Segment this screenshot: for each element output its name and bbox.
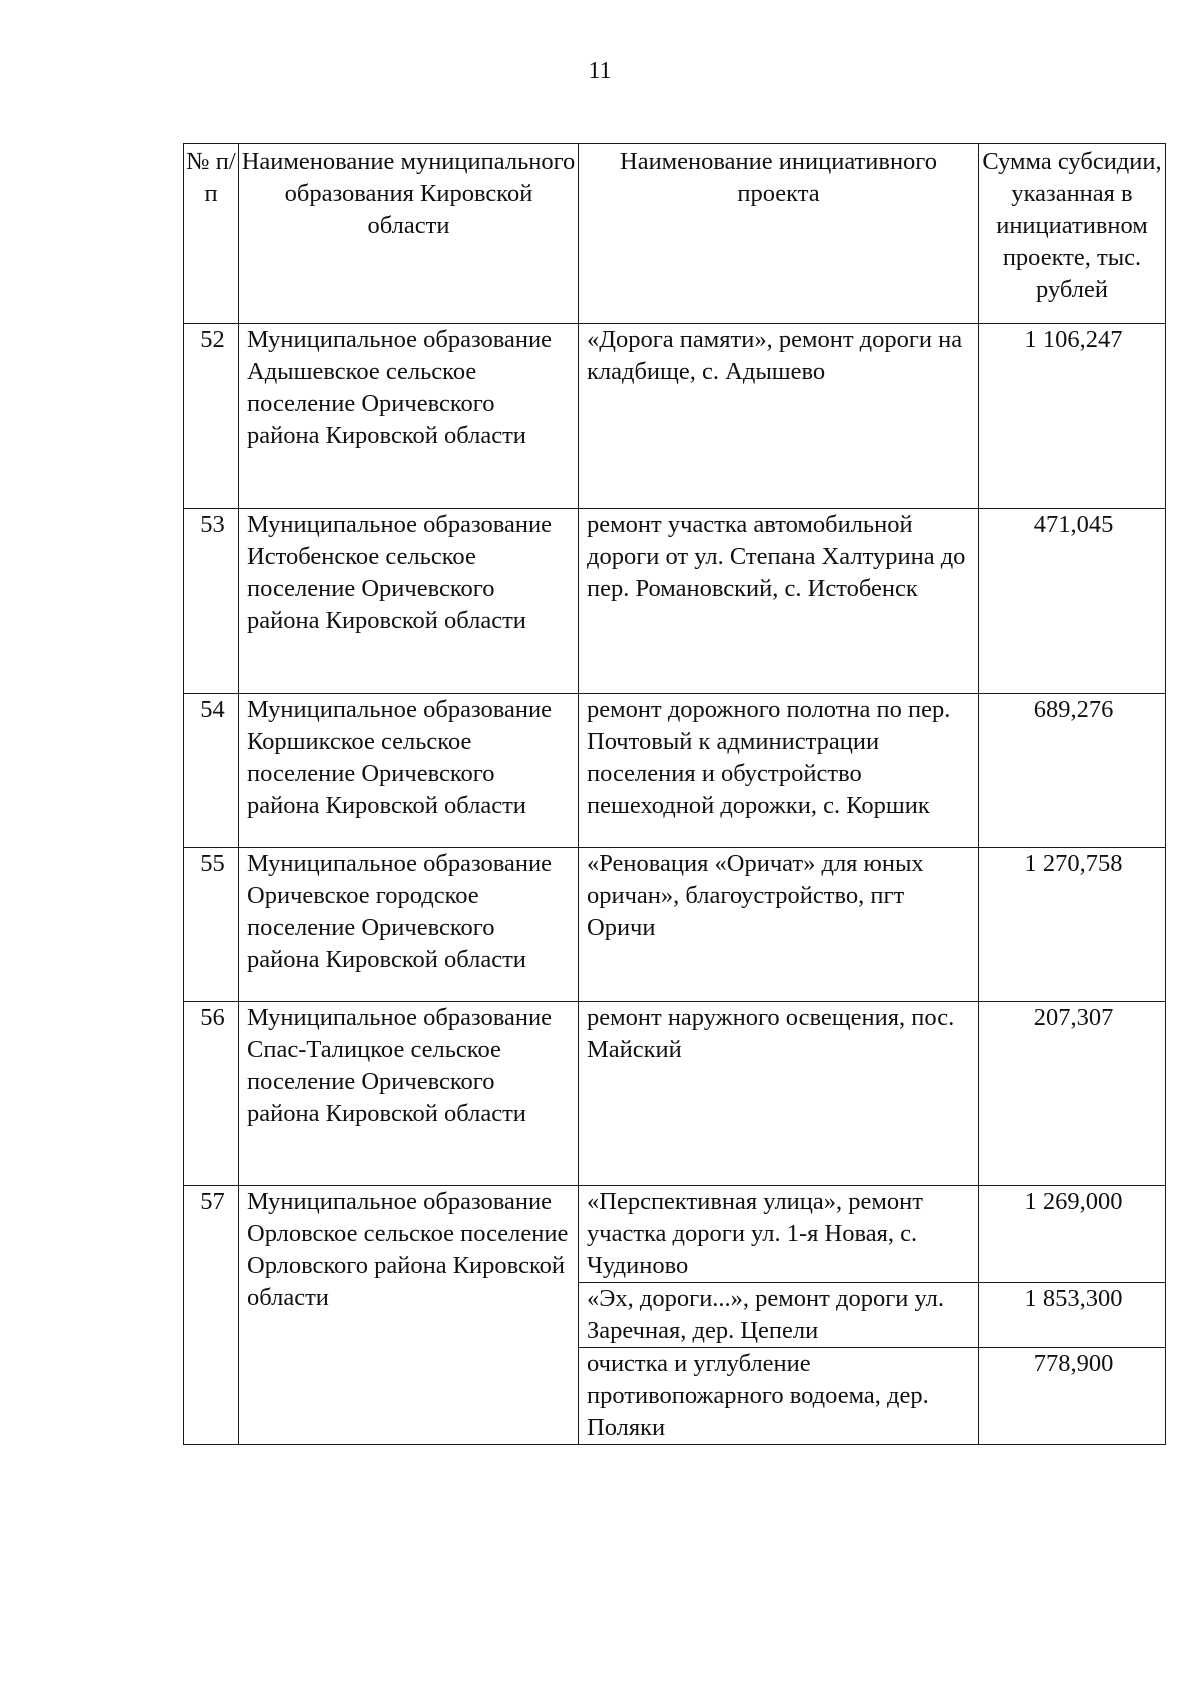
table-row (184, 1002, 1166, 1186)
row-number: 55 (184, 848, 239, 1002)
amount-cell: 1 269,000 (979, 1186, 1166, 1283)
municipality-cell: Муниципальное образование Истобенское сельское поселение Оричевского района Кировской области (239, 509, 579, 694)
row-number: 53 (184, 509, 239, 694)
project-cell: ремонт наружного освещения, пос. Майский (579, 1002, 979, 1186)
municipality-cell: Муниципальное образование Оричевское городское поселение Оричевского района Кировской области (239, 848, 579, 1002)
row-number: 56 (184, 1002, 239, 1186)
page-number: 11 (588, 58, 612, 84)
header-number: № п/п (184, 144, 239, 324)
header-municipality: Наименование муниципального образования Кировской области (239, 144, 579, 324)
table-row (184, 1186, 1166, 1283)
project-cell: «Дорога памяти», ремонт дороги на кладбище, с. Адышево (579, 324, 979, 509)
table-row (184, 509, 1166, 694)
municipality-cell: Муниципальное образование Спас-Талицкое сельское поселение Оричевского района Кировской области (239, 1002, 579, 1186)
project-cell: ремонт участка автомобильной дороги от ул. Степана Халтурина до пер. Романовский, с. Истобенск (579, 509, 979, 694)
project-cell: «Перспективная улица», ремонт участка дороги ул. 1-я Новая, с. Чудиново (579, 1186, 979, 1283)
amount-cell: 1 853,300 (979, 1283, 1166, 1348)
row-number: 52 (184, 324, 239, 509)
project-cell: «Реновация «Оричат» для юных оричан», благоустройство, пгт Оричи (579, 848, 979, 1002)
municipality-cell: Муниципальное образование Адышевское сельское поселение Оричевского района Кировской области (239, 324, 579, 509)
amount-cell: 471,045 (979, 509, 1166, 694)
table-row (184, 324, 1166, 509)
project-cell: «Эх, дороги...», ремонт дороги ул. Заречная, дер. Цепели (579, 1283, 979, 1348)
amount-cell: 689,276 (979, 694, 1166, 848)
amount-cell: 1 106,247 (979, 324, 1166, 509)
subsidy-table (183, 143, 1166, 1445)
table-row (184, 848, 1166, 1002)
row-number: 54 (184, 694, 239, 848)
project-cell: ремонт дорожного полотна по пер. Почтовый к администрации поселения и обустройство пешеходной дорожки, с. Коршик (579, 694, 979, 848)
row-number: 57 (184, 1186, 239, 1445)
table-header-row (184, 144, 1166, 324)
header-project: Наименование инициативного проекта (579, 144, 979, 324)
amount-cell: 778,900 (979, 1348, 1166, 1445)
municipality-cell: Муниципальное образование Коршикское сельское поселение Оричевского района Кировской области (239, 694, 579, 848)
amount-cell: 1 270,758 (979, 848, 1166, 1002)
project-cell: очистка и углубление противопожарного водоема, дер. Поляки (579, 1348, 979, 1445)
municipality-cell: Муниципальное образование Орловское сельское поселение Орловского района Кировской области (239, 1186, 579, 1445)
amount-cell: 207,307 (979, 1002, 1166, 1186)
table-row (184, 694, 1166, 848)
header-amount: Сумма субсидии, указанная в инициативном проекте, тыс. рублей (979, 144, 1166, 324)
